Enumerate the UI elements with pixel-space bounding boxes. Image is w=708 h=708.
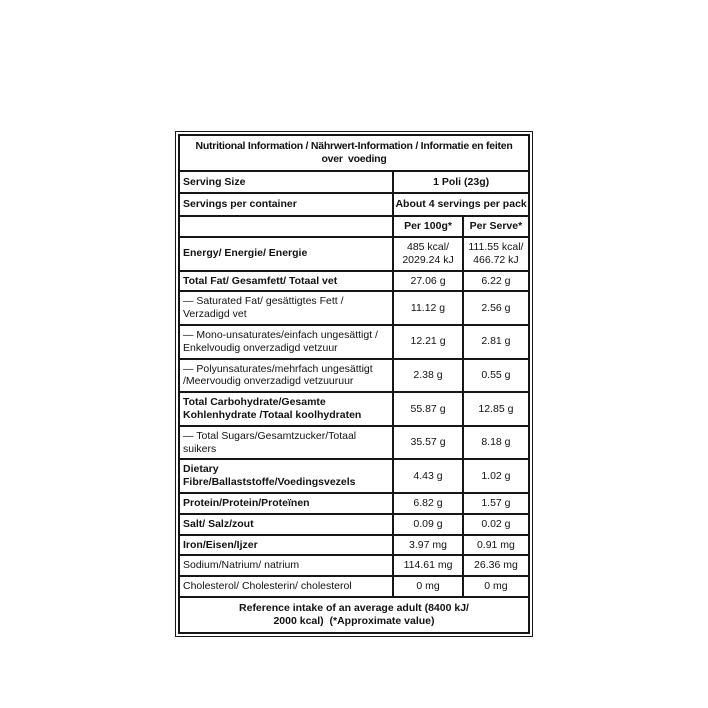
table-title-line2: over voeding [321,152,387,165]
nutrient-row [179,514,529,535]
table-title [179,135,529,171]
per-serve-value: 8.18 g [463,426,529,460]
nutrient-label: Energy/ Energie/ Energie [179,237,393,271]
per-serve-value: 1.57 g [463,493,529,514]
per-serve-value: 2.81 g [463,325,529,359]
nutrient-label: — Polyunsaturates/mehrfach ungesättigt /Meervoudig onverzadigd vetzuuruur [179,359,393,393]
per-serve-value: 0.91 mg [463,535,529,556]
nutrient-row [179,535,529,556]
per-serve-value: 0 mg [463,576,529,597]
nutrient-row [179,459,529,493]
nutrient-label: — Saturated Fat/ gesättigtes Fett / Verzadigd vet [179,291,393,325]
per-serve-value: 1.02 g [463,459,529,493]
table-title-line1: Nutritional Information / Nährwert-Information / Informatie en feiten [195,140,513,152]
nutrient-row [179,555,529,576]
per-100g-value: 0 mg [393,576,463,597]
footer-row [179,597,529,633]
per-serve-value: 0.02 g [463,514,529,535]
column-header-spacer [179,216,393,237]
nutrient-row [179,576,529,597]
per-serve-value: 26.36 mg [463,555,529,576]
title-row [179,135,529,171]
per-100g-value: 485 kcal/ 2029.24 kJ [393,237,463,271]
nutrition-label [175,131,533,637]
nutrient-label: Salt/ Salz/zout [179,514,393,535]
per-100g-value: 11.12 g [393,291,463,325]
serving-size-label: Serving Size [179,171,393,194]
per-100g-value: 114.61 mg [393,555,463,576]
per-serve-value: 6.22 g [463,271,529,292]
per-serve-value: 12.85 g [463,392,529,426]
per-serve-value: 0.55 g [463,359,529,393]
reference-intake-line1: Reference intake of an average adult (8400 kJ/ [239,601,469,614]
reference-intake-line2: 2000 kcal) (*Approximate value) [273,614,435,627]
per-100g-value: 12.21 g [393,325,463,359]
serving-size-row [179,171,529,194]
per-100g-value: 6.82 g [393,493,463,514]
nutrient-label: Sodium/Natrium/ natrium [179,555,393,576]
nutrient-row [179,493,529,514]
per-100g-value: 35.57 g [393,426,463,460]
per-serve-value: 111.55 kcal/ 466.72 kJ [463,237,529,271]
nutrient-label: — Total Sugars/Gesamtzucker/Totaal suikers [179,426,393,460]
nutrient-label: Dietary Fibre/Ballaststoffe/Voedingsvezels [179,459,393,493]
per-100g-value: 55.87 g [393,392,463,426]
per-100g-value: 27.06 g [393,271,463,292]
nutrient-label: Protein/Protein/Proteïnen [179,493,393,514]
nutrient-row [179,359,529,393]
column-header-per-100g: Per 100g* [393,216,463,237]
per-serve-value: 2.56 g [463,291,529,325]
nutrient-label: Cholesterol/ Cholesterin/ cholesterol [179,576,393,597]
per-100g-value: 3.97 mg [393,535,463,556]
servings-per-container-label: Servings per container [179,193,393,216]
nutrient-rows [179,237,529,597]
nutrient-row [179,426,529,460]
nutrient-row [179,237,529,271]
nutrition-table [178,134,530,634]
nutrient-label: Total Carbohydrate/Gesamte Kohlenhydrate /Totaal koolhydraten [179,392,393,426]
column-header-row [179,216,529,237]
per-100g-value: 2.38 g [393,359,463,393]
serving-size-value: 1 Poli (23g) [393,171,529,194]
nutrient-row [179,325,529,359]
reference-intake-note [179,597,529,633]
nutrient-label: — Mono-unsaturates/einfach ungesättigt / Enkelvoudig onverzadigd vetzuur [179,325,393,359]
nutrient-row [179,291,529,325]
column-header-per-serve: Per Serve* [463,216,529,237]
nutrient-row [179,271,529,292]
per-100g-value: 0.09 g [393,514,463,535]
nutrient-label: Iron/Eisen/Ijzer [179,535,393,556]
nutrient-label: Total Fat/ Gesamfett/ Totaal vet [179,271,393,292]
per-100g-value: 4.43 g [393,459,463,493]
servings-per-container-row [179,193,529,216]
nutrient-row [179,392,529,426]
servings-per-container-value: About 4 servings per pack [393,193,529,216]
